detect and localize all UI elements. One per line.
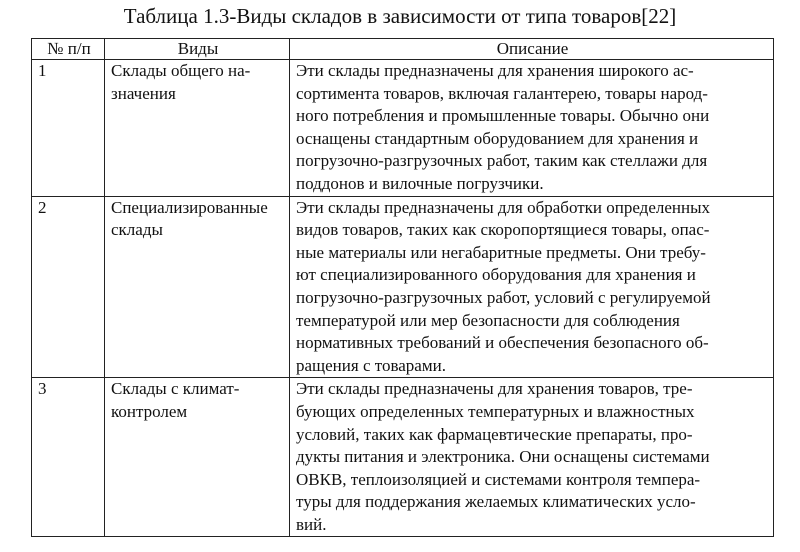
- row-description-line: ют специализированного оборудования для хранения и: [296, 265, 696, 285]
- row-type: [105, 196, 290, 378]
- header-description: Описание: [290, 39, 774, 60]
- row-type-line: Специализированные: [111, 197, 268, 217]
- warehouse-types-table: [31, 38, 774, 537]
- header-number: № п/п: [32, 39, 105, 60]
- row-number: 2: [32, 196, 105, 378]
- row-description-line: туры для поддержания желаемых климатических усло-: [296, 492, 696, 512]
- table-header-row: [32, 39, 774, 60]
- row-description-line: Эти склады предназначены для хранения товаров, тре-: [296, 379, 693, 399]
- header-types: Виды: [105, 39, 290, 60]
- row-description-line: ращения с товарами.: [296, 355, 446, 375]
- row-type-line: Склады с климат-: [111, 379, 240, 399]
- row-type-line: склады: [111, 220, 163, 240]
- row-description-line: температурой или мер безопасности для соблюдения: [296, 310, 680, 330]
- row-description-line: оснащены стандартным оборудованием для хранения и: [296, 128, 699, 148]
- row-description-line: Эти склады предназначены для хранения широкого ас-: [296, 61, 694, 80]
- row-description-line: нормативных требований и обеспечения безопасного об-: [296, 333, 709, 353]
- row-type-line: значения: [111, 83, 176, 103]
- row-description-line: погрузочно-разгрузочных работ, таким как стеллажи для: [296, 151, 708, 171]
- row-description-line: видов товаров, таких как скоропортящиеся товары, опас-: [296, 220, 710, 240]
- row-description-line: бующих определенных температурных и влажностных: [296, 401, 695, 421]
- row-description: [290, 196, 774, 378]
- row-description-line: дукты питания и электроника. Они оснащены системами: [296, 447, 710, 467]
- row-number: 3: [32, 378, 105, 537]
- row-description-line: ного потребления и промышленные товары. Обычно они: [296, 106, 710, 126]
- row-type-line: контролем: [111, 401, 188, 421]
- row-number: 1: [32, 60, 105, 197]
- row-description-line: ные материалы или негабаритные предметы. Они требу-: [296, 242, 706, 262]
- row-type: [105, 60, 290, 197]
- row-description: [290, 378, 774, 537]
- row-description: [290, 60, 774, 197]
- table-row: [32, 196, 774, 378]
- table-row: [32, 60, 774, 197]
- row-description-line: поддонов и вилочные погрузчики.: [296, 173, 544, 193]
- row-type-line: Склады общего на-: [111, 61, 251, 80]
- table-row: [32, 378, 774, 537]
- row-type: [105, 378, 290, 537]
- row-description-line: ОВКВ, теплоизоляцией и системами контроля темпера-: [296, 469, 701, 489]
- row-description-line: сортимента товаров, включая галантерею, товары народ-: [296, 83, 708, 103]
- row-description-line: погрузочно-разгрузочных работ, условий с регулируемой: [296, 287, 711, 307]
- row-description-line: условий, таких как фармацевтические препараты, про-: [296, 424, 693, 444]
- row-description-line: вий.: [296, 514, 327, 534]
- table-caption: Таблица 1.3-Виды складов в зависимости от типа товаров[22]: [123, 4, 677, 28]
- row-description-line: Эти склады предназначены для обработки определенных: [296, 197, 711, 217]
